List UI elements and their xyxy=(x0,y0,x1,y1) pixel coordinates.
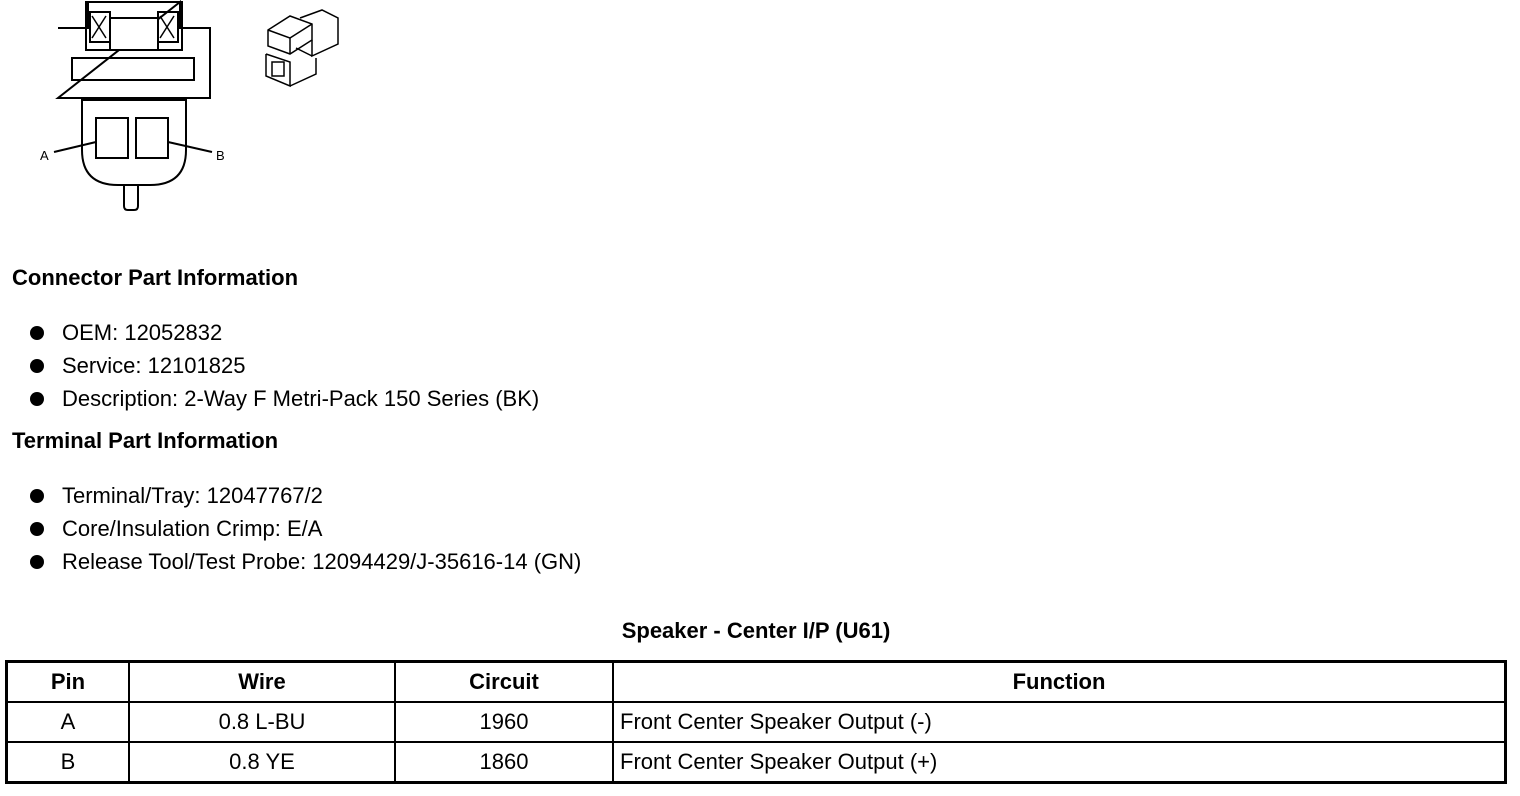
connector-info-title: Connector Part Information xyxy=(12,265,299,290)
header-circuit: Circuit xyxy=(395,662,613,703)
pin-label-a: A xyxy=(40,148,49,163)
cell-wire: 0.8 YE xyxy=(129,742,395,783)
cavity-a xyxy=(96,118,128,158)
table-caption: Speaker - Center I/P (U61) xyxy=(621,618,891,643)
connector-key xyxy=(124,185,138,210)
cell-function: Front Center Speaker Output (+) xyxy=(613,742,1506,783)
header-function: Function xyxy=(613,662,1506,703)
header-wire: Wire xyxy=(129,662,395,703)
connector-3d-icon xyxy=(266,10,338,86)
list-item: Core/Insulation Crimp: E/A xyxy=(30,512,581,545)
cell-circuit: 1860 xyxy=(395,742,613,783)
cell-function: Front Center Speaker Output (-) xyxy=(613,702,1506,742)
table-row xyxy=(7,742,1506,783)
cell-pin: A xyxy=(7,702,130,742)
cell-wire: 0.8 L-BU xyxy=(129,702,395,742)
connector-info-list xyxy=(30,316,539,415)
pin-label-b: B xyxy=(216,148,225,163)
bullet-icon xyxy=(30,392,44,406)
list-item: Release Tool/Test Probe: 12094429/J-35616-14 (GN) xyxy=(30,545,581,578)
list-item: Description: 2-Way F Metri-Pack 150 Series (BK) xyxy=(30,382,539,415)
list-item: OEM: 12052832 xyxy=(30,316,539,349)
bullet-icon xyxy=(30,555,44,569)
terminal-info-title: Terminal Part Information xyxy=(12,428,279,453)
cell-circuit: 1960 xyxy=(395,702,613,742)
bullet-icon xyxy=(30,359,44,373)
bullet-icon xyxy=(30,522,44,536)
header-pin: Pin xyxy=(7,662,130,703)
bullet-icon xyxy=(30,489,44,503)
pin-table xyxy=(5,660,1507,784)
list-item: Service: 12101825 xyxy=(30,349,539,382)
table-header-row xyxy=(7,662,1506,703)
cavity-b xyxy=(136,118,168,158)
bullet-icon xyxy=(30,326,44,340)
list-item: Terminal/Tray: 12047767/2 xyxy=(30,479,581,512)
cell-pin: B xyxy=(7,742,130,783)
connector-band xyxy=(72,58,194,80)
terminal-info-list xyxy=(30,479,581,578)
connector-diagram xyxy=(0,0,400,230)
table-row xyxy=(7,702,1506,742)
